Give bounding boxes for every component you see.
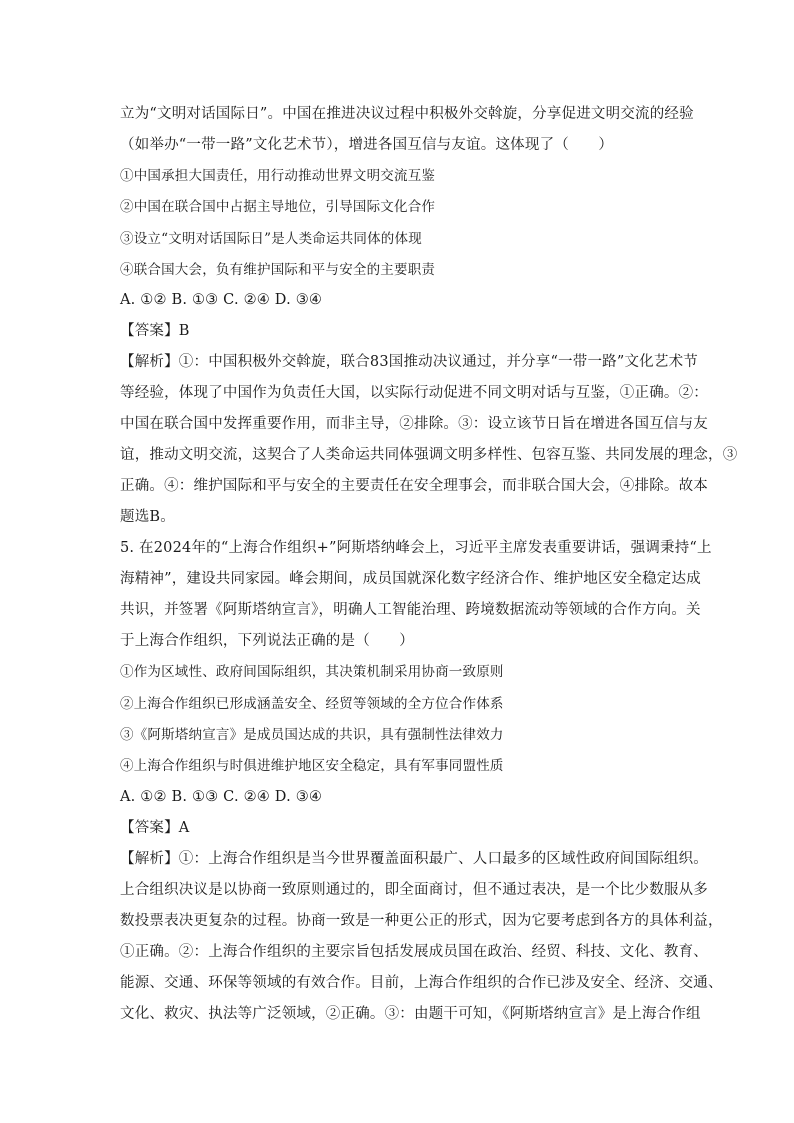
option-line: ④上海合作组织与时俱进维护地区安全稳定，具有军事同盟性质 <box>120 758 504 774</box>
text-line: （如举办“一带一路”文化艺术节），增进各国互信与友谊。这体现了（ ） <box>120 137 614 153</box>
answer-line: 【答案】B <box>120 323 190 339</box>
text-line: 立为“文明对话国际日”。中国在推进决议过程中积极外交斡旋，分享促进文明交流的经验 <box>120 106 694 122</box>
analysis-line: 中国在联合国中发挥重要作用，而非主导，②排除。③：设立该节日旨在增进各国互信与友 <box>120 416 708 432</box>
analysis-line: 【解析】①：中国积极外交斡旋，联合83国推动决议通过，并分享“一带一路”文化艺术节 <box>120 354 698 370</box>
analysis-line: 等经验，体现了中国作为负责任大国，以实际行动促进不同文明对话与互鉴，①正确。②： <box>120 385 708 401</box>
analysis-line: 文化、救灾、执法等广泛领域，②正确。③：由题干可知，《阿斯塔纳宣言》是上海合作组 <box>120 1006 701 1022</box>
option-line: ③《阿斯塔纳宣言》是成员国达成的共识，具有强制性法律效力 <box>120 727 504 743</box>
analysis-line: 上合组织决议是以协商一致原则通过的，即全面商讨，但不通过表决，是一个比少数服从多 <box>120 882 708 898</box>
option-line: ④联合国大会，负有维护国际和平与安全的主要职责 <box>120 262 436 278</box>
choice-line: A. ①② B. ①③ C. ②④ D. ③④ <box>120 292 323 308</box>
option-line: ②中国在联合国中占据主导地位，引导国际文化合作 <box>120 199 436 215</box>
question-line: 5. 在2024年的“上海合作组织+”阿斯塔纳峰会上，习近平主席发表重要讲话，强调秉持“上 <box>120 540 712 556</box>
analysis-line: 谊，推动文明交流，这契合了人类命运共同体强调文明多样性、包容互鉴、共同发展的理念，③ <box>120 447 738 463</box>
option-line: ①中国承担大国责任，用行动推动世界文明交流互鉴 <box>120 168 436 184</box>
option-line: ①作为区域性、政府间国际组织，其决策机制采用协商一致原则 <box>120 664 504 680</box>
question-line: 于上海合作组织，下列说法正确的是（ ） <box>120 633 414 649</box>
choice-line: A. ①② B. ①③ C. ②④ D. ③④ <box>120 789 323 805</box>
analysis-line: 【解析】①：上海合作组织是当今世界覆盖面积最广、人口最多的区域性政府间国际组织。 <box>120 851 708 867</box>
question-line: 海精神”，建设共同家园。峰会期间，成员国就深化数字经济合作、维护地区安全稳定达成 <box>120 571 701 587</box>
analysis-line: 能源、交通、环保等领域的有效合作。目前，上海合作组织的合作已涉及安全、经济、交通、 <box>120 975 723 991</box>
answer-line: 【答案】A <box>120 820 190 836</box>
option-line: ③设立“文明对话国际日”是人类命运共同体的体现 <box>120 231 422 247</box>
analysis-line: 数投票表决更复杂的过程。协商一致是一种更公正的形式，因为它要考虑到各方的具体利益， <box>120 913 723 929</box>
analysis-line: ①正确。②：上海合作组织的主要宗旨包括发展成员国在政治、经贸、科技、文化、教育、 <box>120 944 708 960</box>
question-line: 共识，并签署《阿斯塔纳宣言》，明确人工智能治理、跨境数据流动等领域的合作方向。关 <box>120 602 701 618</box>
option-line: ②上海合作组织已形成涵盖安全、经贸等领域的全方位合作体系 <box>120 696 504 712</box>
analysis-line: 题选B。 <box>120 509 175 525</box>
analysis-line: 正确。④：维护国际和平与安全的主要责任在安全理事会，而非联合国大会，④排除。故本 <box>120 478 708 494</box>
